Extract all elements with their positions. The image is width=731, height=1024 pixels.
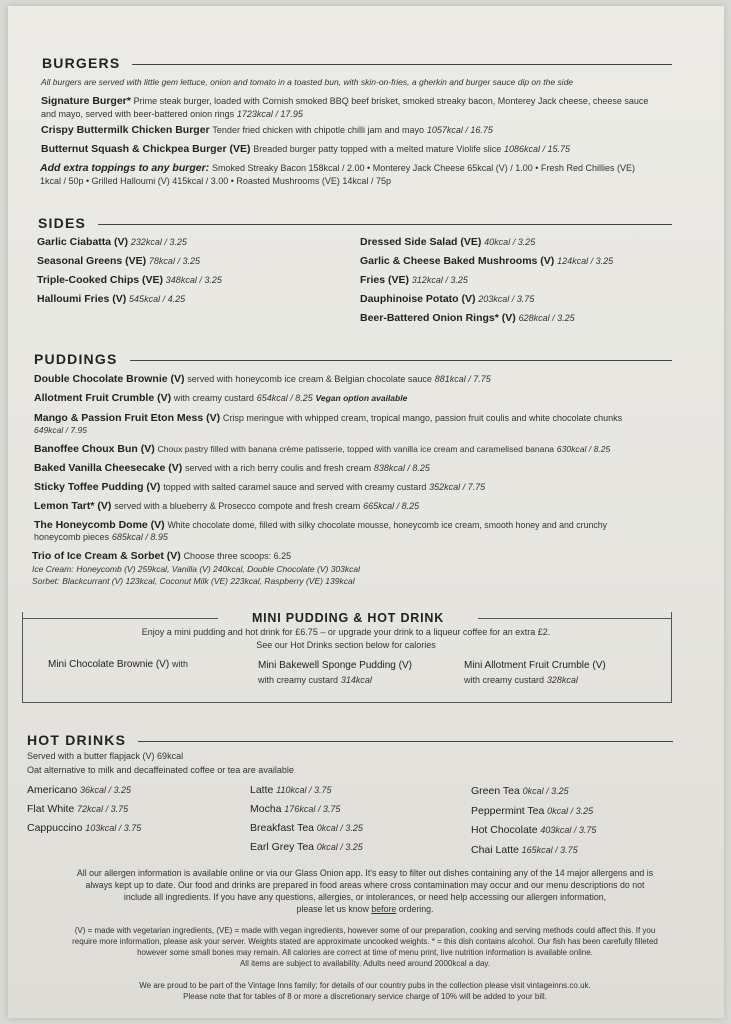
side-item xyxy=(37,274,222,287)
pudding-sticky-toffee xyxy=(34,481,485,494)
drink-item xyxy=(471,844,578,857)
item-name: Fries (VE) xyxy=(360,274,410,286)
side-item xyxy=(360,293,534,306)
item-name: Mini Allotment Fruit Crumble (V) xyxy=(464,660,606,671)
menu-item-signature-burger xyxy=(41,95,648,108)
item-kcal: 314kcal xyxy=(340,675,372,685)
item-kcal: 348kcal / 3.25 xyxy=(165,275,222,285)
item-name: Triple-Cooked Chips (VE) xyxy=(37,274,164,286)
mini-item xyxy=(48,658,188,671)
family-line1: We are proud to be part of the Vintage Inns family; for details of our country pubs in the collection please visit vintageinns.co.uk. xyxy=(139,981,591,990)
item-kcal: 40kcal / 3.25 xyxy=(484,237,536,247)
item-name: Butternut Squash & Chickpea Burger (VE) xyxy=(41,143,251,155)
item-name: Latte xyxy=(250,784,274,796)
menu-item-squash-burger xyxy=(41,143,570,156)
side-item xyxy=(360,274,468,287)
ice-cream-label: Ice Cream: xyxy=(32,564,74,574)
side-item xyxy=(37,236,187,249)
burger-extras xyxy=(40,162,635,175)
item-kcal: 0kcal / 3.25 xyxy=(316,842,363,852)
sides-heading xyxy=(38,215,672,231)
item-name: Cappuccino xyxy=(27,822,83,834)
item-name: Signature Burger* xyxy=(41,95,131,107)
item-kcal: 403kcal / 3.75 xyxy=(540,825,597,835)
item-name: Dressed Side Salad (VE) xyxy=(360,236,482,248)
drink-item xyxy=(27,803,128,816)
drink-item xyxy=(250,841,363,854)
item-name: Peppermint Tea xyxy=(471,805,545,817)
drink-item xyxy=(471,785,569,798)
section-rule xyxy=(130,360,673,361)
item-desc: topped with salted caramel sauce and served with creamy custard xyxy=(163,482,427,492)
item-kcal: 176kcal / 3.75 xyxy=(284,804,341,814)
allergen-text: ordering. xyxy=(398,904,434,914)
item-name: Americano xyxy=(27,784,78,796)
allergen-line3: include all ingredients. If you have any questions, allergies, or intolerances, or need help accessing our allergen information, xyxy=(123,892,607,902)
item-desc: Crisp meringue with whipped cream, tropical mango, passion fruit coulis and white chocolate chunks xyxy=(222,413,623,423)
item-name: Dauphinoise Potato (V) xyxy=(360,293,476,305)
sides-title: SIDES xyxy=(38,215,87,231)
item-name: Earl Grey Tea xyxy=(250,841,314,853)
item-name: Baked Vanilla Cheesecake (V) xyxy=(34,462,183,474)
item-name: Beer-Battered Onion Rings* (V) xyxy=(360,312,516,324)
item-name: Green Tea xyxy=(471,785,520,797)
drink-item xyxy=(250,803,340,816)
item-kcal: 203kcal / 3.75 xyxy=(478,294,535,304)
item-desc: Breaded burger patty topped with a melted mature Violife slice xyxy=(253,144,502,154)
item-name: Breakfast Tea xyxy=(250,822,315,834)
item-kcal: 36kcal / 3.25 xyxy=(79,785,132,795)
item-kcal: 232kcal / 3.25 xyxy=(130,237,187,247)
item-desc: served with honeycomb ice cream & Belgian chocolate sauce xyxy=(187,374,432,384)
trio-sorbet xyxy=(32,575,355,588)
allergen-line4 xyxy=(20,904,710,915)
drink-item xyxy=(471,805,593,818)
allergen-line1: All our allergen information is available online or via our Glass Onion app. It's easy to filter out dishes containing any of the 14 major allergens and is xyxy=(76,868,654,878)
puddings-title: PUDDINGS xyxy=(34,351,118,367)
item-name: Mocha xyxy=(250,803,282,815)
notes-line2: require more information, please ask your server. Weights stated are approximate uncooked weights. * = this dish contains alcohol. Our fish has been carefully filleted xyxy=(72,937,658,946)
extras-line1: Smoked Streaky Bacon 158kcal / 2.00 • Monterey Jack Cheese 65kcal (V) / 1.00 • Fresh Red Chillies (VE) xyxy=(211,163,635,173)
burgers-title: BURGERS xyxy=(42,55,121,71)
allergen-line2: always kept up to date. Our food and drinks are prepared in food areas where cross contamination may occur and our menu descriptions do not xyxy=(85,880,645,890)
drink-item xyxy=(471,824,596,837)
item-desc: Prime steak burger, loaded with Cornish smoked BBQ beef brisket, smoked streaky bacon, Monterey Jack cheese, cheese sauce xyxy=(133,96,649,106)
item-desc: with xyxy=(171,659,188,669)
item-name: Allotment Fruit Crumble (V) xyxy=(34,392,172,404)
item-desc: and mayo, served with beer-battered onion rings xyxy=(41,109,235,119)
box-border xyxy=(478,618,671,619)
item-kcal: 1057kcal / 16.75 xyxy=(426,125,493,135)
item-name: Mango & Passion Fruit Eton Mess (V) xyxy=(34,412,221,424)
item-name: Hot Chocolate xyxy=(471,824,538,836)
item-name: Halloumi Fries (V) xyxy=(37,293,127,305)
allergen-before: before xyxy=(371,904,397,914)
item-kcal: 630kcal / 8.25 xyxy=(556,444,611,454)
pudding-brownie xyxy=(34,373,491,386)
item-kcal: 685kcal / 8.95 xyxy=(111,532,168,542)
menu-item-chicken-burger xyxy=(41,124,493,137)
item-kcal: 545kcal / 4.25 xyxy=(129,294,186,304)
hot-drinks-intro1: Served with a butter flapjack (V) 69kcal xyxy=(27,751,184,761)
item-desc: served with a rich berry coulis and fresh cream xyxy=(185,463,372,473)
item-kcal: 649kcal / 7.95 xyxy=(34,425,87,435)
item-name: Sticky Toffee Pudding (V) xyxy=(34,481,161,493)
item-kcal: 1723kcal / 17.95 xyxy=(236,109,303,119)
item-name: Crispy Buttermilk Chicken Burger xyxy=(41,124,210,136)
item-kcal: 72kcal / 3.75 xyxy=(77,804,129,814)
pudding-crumble xyxy=(34,392,407,405)
mini-offer-line1: Enjoy a mini pudding and hot drink for £6.75 – or upgrade your drink to a liqueur coffee for an extra £2. xyxy=(141,627,551,637)
item-kcal: 654kcal / 8.25 xyxy=(256,393,313,403)
item-desc: honeycomb pieces xyxy=(34,532,110,542)
section-rule xyxy=(132,64,672,65)
allergen-text: please let us know xyxy=(296,904,369,914)
mini-pudding-title: MINI PUDDING & HOT DRINK xyxy=(251,611,445,625)
item-name: Mini Chocolate Brownie (V) xyxy=(48,659,170,670)
pudding-honeycomb-dome-cont xyxy=(34,531,168,544)
item-name: Garlic Ciabatta (V) xyxy=(37,236,129,248)
pudding-cheesecake xyxy=(34,462,430,475)
puddings-heading xyxy=(34,351,672,367)
item-kcal: 0kcal / 3.25 xyxy=(316,823,363,833)
pudding-eton-mess xyxy=(34,412,622,425)
item-kcal: 881kcal / 7.75 xyxy=(434,374,491,384)
item-kcal: 0kcal / 3.25 xyxy=(547,806,594,816)
item-desc: served with a blueberry & Prosecco compote and fresh cream xyxy=(114,501,361,511)
item-name: The Honeycomb Dome (V) xyxy=(34,519,165,531)
mini-item xyxy=(464,660,606,672)
section-rule xyxy=(98,224,672,225)
hot-drinks-intro2: Oat alternative to milk and decaffeinated coffee or tea are available xyxy=(27,765,294,775)
item-name: Double Chocolate Brownie (V) xyxy=(34,373,185,385)
family-line2: Please note that for tables of 8 or more a discretionary service charge of 10% will be added to your bill. xyxy=(183,992,547,1001)
drink-item xyxy=(27,784,131,797)
notes-line1: (V) = made with vegetarian ingredients, (VE) = made with vegan ingredients, however some of our preparation, cooking and serving methods could affect this. If you xyxy=(74,926,656,935)
item-name: Banoffee Choux Bun (V) xyxy=(34,443,155,455)
item-kcal: 352kcal / 7.75 xyxy=(429,482,486,492)
side-item xyxy=(360,255,613,268)
item-kcal: 312kcal / 3.25 xyxy=(411,275,468,285)
item-kcal: 328kcal xyxy=(546,675,578,685)
extras-line2: 1kcal / 50p • Grilled Halloumi (V) 415kcal / 3.00 • Roasted Mushrooms (VE) 14kcal / 75p xyxy=(40,176,391,186)
drink-item xyxy=(250,784,332,797)
item-desc: Choux pastry filled with banana crème patisserie, topped with vanilla ice cream and caramelised banana xyxy=(157,444,555,454)
item-kcal: 103kcal / 3.75 xyxy=(85,823,142,833)
item-desc: Choose three scoops: 6.25 xyxy=(183,551,292,561)
item-desc: Tender fried chicken with chipotle chilli jam and mayo xyxy=(212,125,425,135)
item-kcal: 78kcal / 3.25 xyxy=(148,256,200,266)
item-desc: with creamy custard xyxy=(464,675,545,685)
burgers-intro: All burgers are served with little gem lettuce, onion and tomato in a toasted bun, with skin-on-fries, a gherkin and burger sauce dip on the side xyxy=(41,77,574,87)
item-desc: White chocolate dome, filled with silky chocolate mousse, honeycomb ice cream, smooth honey and and crunchy xyxy=(167,520,608,530)
item-name: Garlic & Cheese Baked Mushrooms (V) xyxy=(360,255,555,267)
item-name: Trio of Ice Cream & Sorbet (V) xyxy=(32,550,181,562)
hot-drinks-title: HOT DRINKS xyxy=(27,732,127,748)
item-name: Mini Bakewell Sponge Pudding (V) xyxy=(258,660,412,671)
item-kcal: 110kcal / 3.75 xyxy=(276,785,332,795)
sorbet-label: Sorbet: xyxy=(32,576,60,586)
notes-line3: however some small bones may remain. All calories are correct at time of menu print, live nutrition information is available online. xyxy=(137,948,593,957)
side-item xyxy=(37,255,200,268)
mini-item-detail xyxy=(464,674,578,687)
side-item xyxy=(37,293,185,306)
menu-item-signature-burger-cont xyxy=(41,108,303,121)
pudding-trio xyxy=(32,550,291,563)
side-item xyxy=(360,236,535,249)
mini-item xyxy=(258,660,412,672)
sorbet-flavours: Blackcurrant (V) 123kcal, Coconut Milk (VE) 223kcal, Raspberry (VE) 139kcal xyxy=(62,576,355,586)
burgers-heading xyxy=(42,55,672,71)
item-kcal: 1086kcal / 15.75 xyxy=(504,144,571,154)
pudding-lemon-tart xyxy=(34,500,419,513)
section-rule xyxy=(138,741,673,742)
side-item xyxy=(360,312,575,325)
extras-label: Add extra toppings to any burger: xyxy=(40,162,210,174)
item-kcal: 838kcal / 8.25 xyxy=(373,463,430,473)
item-name: Flat White xyxy=(27,803,75,815)
mini-item-detail xyxy=(258,674,372,687)
item-kcal: 665kcal / 8.25 xyxy=(363,501,420,511)
item-desc: with creamy custard xyxy=(173,393,254,403)
item-name: Lemon Tart* (V) xyxy=(34,500,112,512)
hot-drinks-heading xyxy=(27,732,673,748)
box-border xyxy=(22,618,218,619)
mini-offer-line2: See our Hot Drinks section below for calories xyxy=(256,640,436,650)
item-name: Chai Latte xyxy=(471,844,519,856)
item-kcal: 124kcal / 3.25 xyxy=(557,256,614,266)
pudding-banoffee xyxy=(34,443,610,456)
ice-cream-flavours: Honeycomb (V) 259kcal, Vanilla (V) 240kcal, Double Chocolate (V) 303kcal xyxy=(76,564,360,574)
notes-line4: All items are subject to availability. Adults need around 2000kcal a day. xyxy=(239,959,491,968)
item-kcal: 628kcal / 3.25 xyxy=(518,313,575,323)
item-name: Seasonal Greens (VE) xyxy=(37,255,147,267)
item-desc: with creamy custard xyxy=(258,675,339,685)
drink-item xyxy=(250,822,363,835)
item-kcal: 165kcal / 3.75 xyxy=(521,845,578,855)
vegan-note: Vegan option available xyxy=(315,393,408,403)
drink-item xyxy=(27,822,141,835)
item-kcal: 0kcal / 3.25 xyxy=(522,786,569,796)
